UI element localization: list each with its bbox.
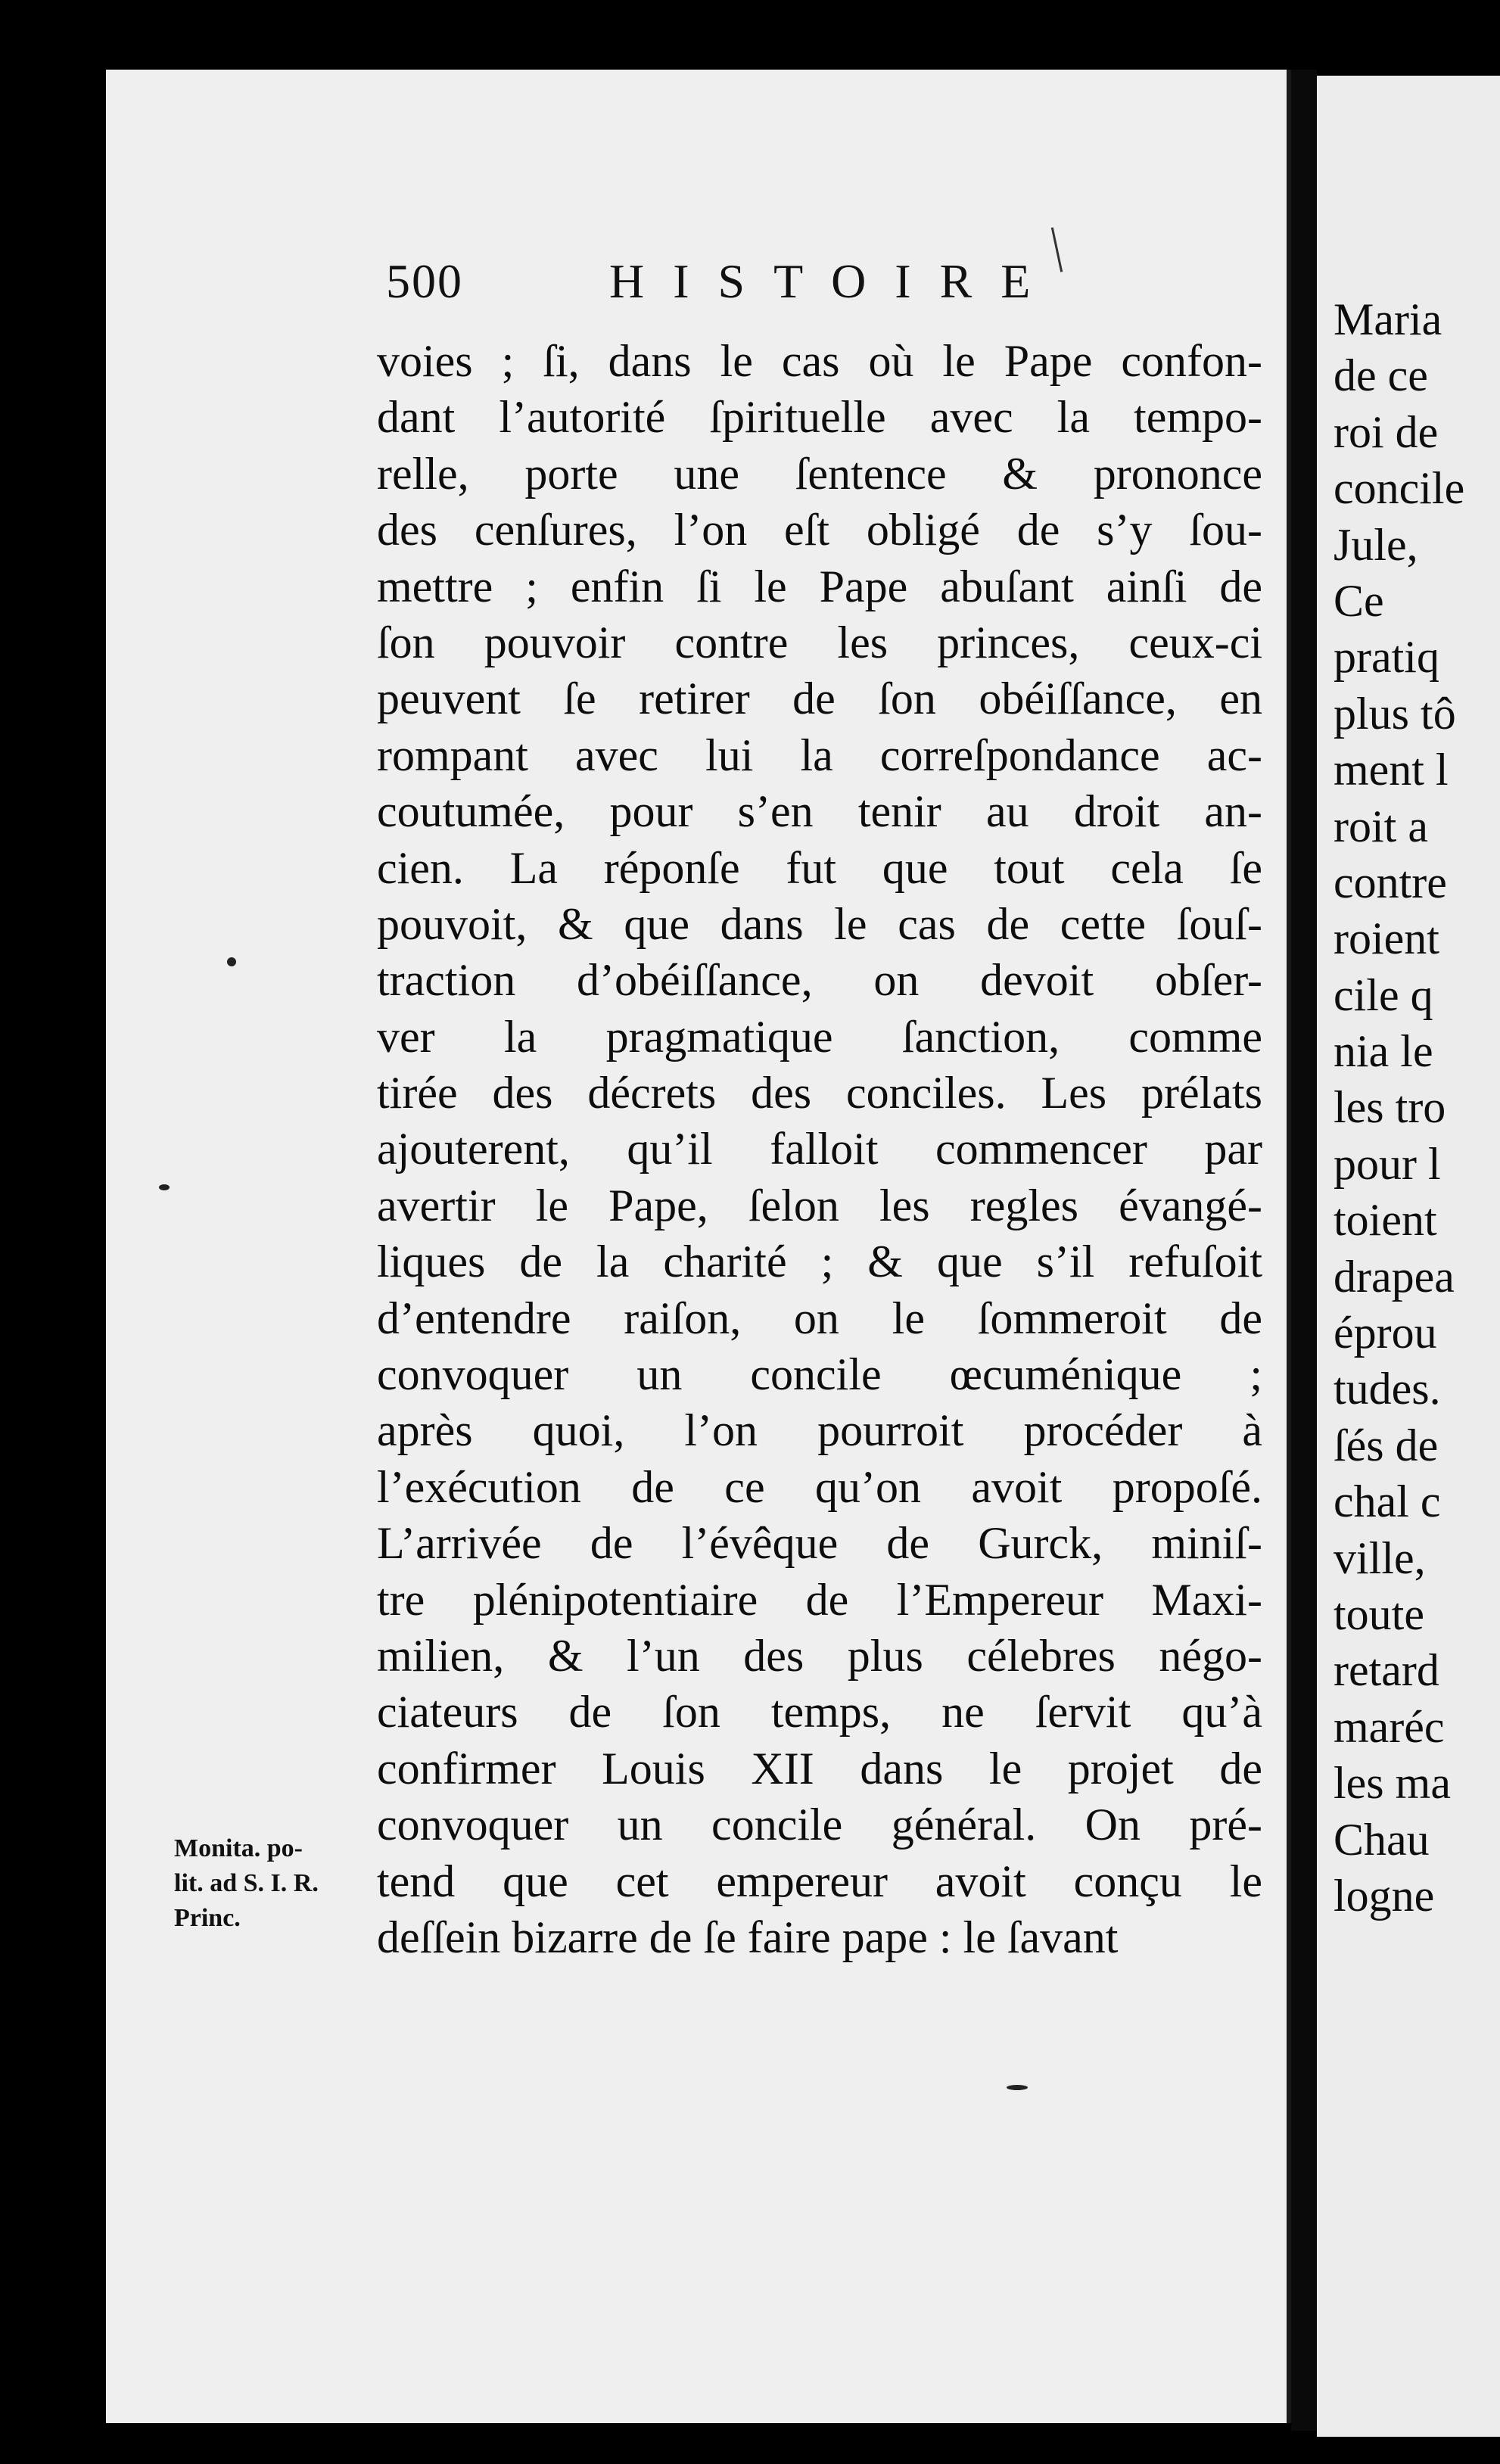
right-text-line: cile q [1334,969,1433,1020]
right-text-line: pour l [1334,1138,1441,1189]
right-text-line: ment l [1334,745,1449,795]
text-line: peuvent ſe retirer de ſon obéiſſance, en [377,674,1262,724]
right-text-line: toient [1334,1195,1437,1246]
text-line: cien. La réponſe fut que tout cela ſe [377,842,1262,893]
right-text-line: ville, [1334,1532,1426,1583]
text-line: convoquer un concile général. On pré- [377,1800,1262,1850]
page-number: 500 [386,254,463,308]
right-text-line: pratiq [1334,632,1439,683]
right-text-line: retard [1334,1645,1439,1696]
text-line: ajouterent, qu’il falloit commencer par [377,1124,1262,1174]
text-line: avertir le Pape, ſelon les regles évangé- [377,1180,1262,1230]
text-line: ciateurs de ſon temps, ne ſervit qu’à [377,1687,1262,1738]
text-line: traction d’obéiſſance, on devoit obſer- [377,955,1262,1006]
ink-speck [1007,2085,1028,2090]
text-line: tirée des décrets des conciles. Les prélats [377,1068,1262,1118]
right-text-line: chal c [1334,1476,1441,1527]
right-text-line: Ce [1334,575,1384,626]
text-line: milien, & l’un des plus célebres négo- [377,1630,1262,1681]
right-text-line: Jule, [1334,519,1418,570]
right-page [1317,76,1500,2437]
text-line: mettre ; enfin ſi le Pape abuſant ainſi de [377,561,1262,611]
right-text-line: logne [1334,1870,1435,1921]
text-line: confirmer Louis XII dans le projet de [377,1743,1262,1794]
running-title: HISTOIRE [609,254,1060,308]
right-text-line: drapea [1334,1251,1455,1302]
text-line: d’entendre raiſon, on le ſommeroit de [377,1293,1262,1343]
book-gutter [1291,70,1317,2431]
text-line: rompant avec lui la correſpondance ac- [377,730,1262,780]
right-text-line: roit a [1334,801,1428,851]
text-line: après quoi, l’on pourroit procéder à [377,1405,1262,1456]
text-line: liques de la charité ; & que s’il refuſoit [377,1237,1262,1287]
right-text-line: contre [1334,857,1447,907]
right-text-line: les tro [1334,1082,1446,1133]
text-line: l’exécution de ce qu’on avoit propoſé. [377,1461,1262,1512]
text-line: pouvoit, & que dans le cas de cette ſouſ- [377,898,1262,949]
margin-note-line: Princ. [174,1904,241,1932]
text-line: ver la pragmatique ſanction, comme [377,1011,1262,1062]
right-text-line: éprou [1334,1308,1437,1358]
right-text-line: de ce [1334,350,1428,401]
text-line: dant l’autorité ſpirituelle avec la tempo- [377,392,1262,443]
text-line: tre plénipotentiaire de l’Empereur Maxi- [377,1574,1262,1625]
right-text-line: tudes. [1334,1364,1441,1414]
text-line: convoquer un concile œcuménique ; [377,1349,1262,1400]
right-text-line: roient [1334,913,1439,964]
right-text-line: Maria [1334,294,1442,344]
text-line: deſſein bizarre de ſe faire pape : le ſavant [377,1912,1119,1962]
text-line: tend que cet empereur avoit conçu le [377,1856,1262,1906]
margin-note-line: Monita. po- [174,1834,303,1862]
right-text-line: Chau [1334,1814,1430,1865]
text-line: relle, porte une ſentence & prononce [377,448,1262,499]
ink-speck [159,1184,170,1190]
text-line: coutumée, pour s’en tenir au droit an- [377,786,1262,837]
margin-note-line: lit. ad S. I. R. [174,1869,319,1897]
right-text-line: ſés de [1334,1420,1439,1470]
right-page-text [1334,291,1500,1924]
text-line: ſon pouvoir contre les princes, ceux-ci [377,617,1262,667]
page-header [386,254,1241,322]
right-text-line: les ma [1334,1758,1451,1809]
right-text-line: toute [1334,1588,1424,1639]
right-text-line: concile [1334,463,1465,514]
right-text-line: nia le [1334,1026,1433,1077]
margin-note [174,1831,371,1936]
text-line: L’arrivée de l’évêque de Gurck, miniſ- [377,1518,1262,1569]
ink-speck [227,957,236,966]
body-text [377,333,1262,1965]
text-line: des cenſures, l’on eſt obligé de s’y ſou- [377,505,1262,555]
right-text-line: roi de [1334,406,1439,457]
right-text-line: plus tô [1334,688,1456,739]
text-line: voies ; ſi, dans le cas où le Pape confon- [377,336,1262,386]
right-text-line: maréc [1334,1701,1445,1752]
